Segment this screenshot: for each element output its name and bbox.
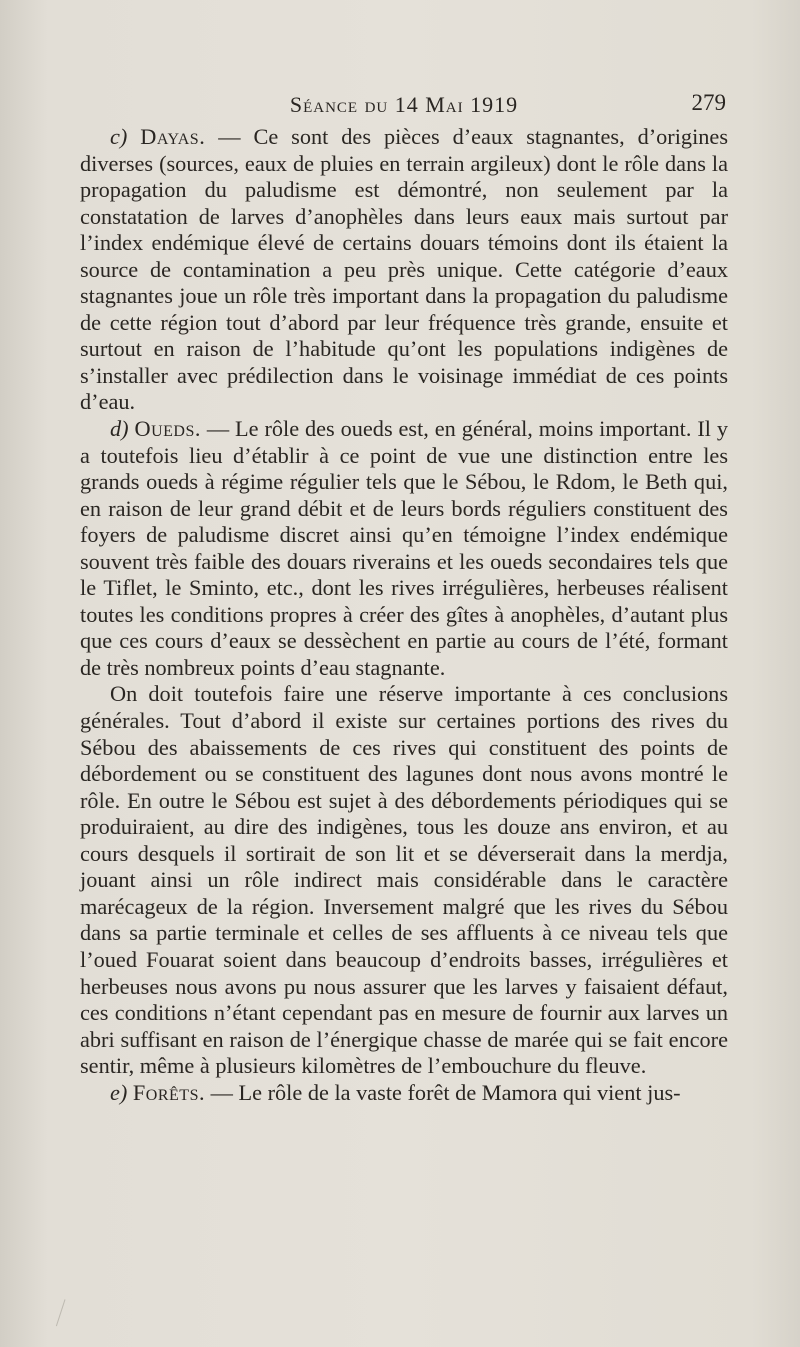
paragraph-oueds (80, 416, 728, 681)
paragraph-text: — Ce sont des pièces d’eaux stagnantes, d’origines diverses (sources, eaux de pluies en terrain argileux) dont le rôle dans la propagation du paludisme est démontré, non seulement par la constatation de larves d’anophèles dans leurs eaux mais surtout par l’index endémique élevé de certains douars témoins dont ils étaient la source de contamination a peu près unique. Cette catégorie d’eaux stagnantes joue un rôle très important dans la propagation du paludisme de cette région tout d’abord par leur fréquence très grande, ensuite et surtout en raison de l’habitude qu’ont les populations indigènes de s’installer avec prédilection dans le voisinage immédiat de ces points d’eau. (80, 124, 728, 415)
paragraph-text: — Le rôle des oueds est, en général, moins important. Il y a toutefois lieu d’établir à ce point de vue une distinction entre les grands oueds à régime régulier tels que le Sébou, le Rdom, le Beth qui, en raison de leur grand débit et de leurs bords réguliers constituent des foyers de paludisme discret ainsi qu’en témoigne l’index endémique souvent très faible des douars riverains et les oueds secondaires tels que le Tiflet, le Sminto, etc., dont les rives irrégulières, herbeuses réalisent toutes les conditions propres à créer des gîtes à anophèles, d’autant plus que ces cours d’eaux se dessèchent en partie au cours de l’été, formant de très nombreux points d’eau stagnante. (80, 416, 729, 680)
page-header (80, 86, 728, 126)
paper-mark (56, 1299, 73, 1328)
paragraph-text: On doit toutefois faire une réserve importante à ces conclusions générales. Tout d’abord il existe sur certaines portions des rives du Sébou des abaissements de ces rives qui constituent des points de débordement ou se constituent des lagunes dont nous avons montré le rôle. En outre le Sébou est sujet à des débordements périodiques qui se produiraient, au dire des indigènes, tous les douze ans environ, et au cours desquels il sortirait de son lit et se déverserait dans la merdja, jouant ainsi un rôle indirect mais considérable dans le caractère marécageux de la région. Inversement malgré que les rives du Sébou dans sa partie terminale et celles de ses affluents à ce niveau tels que l’oued Fouarat soient dans beaucoup d’endroits basses, irrégulières et herbeuses nous avons pu nous assurer que les larves y faisaient défaut, ces conditions n’étant cependant pas en mesure de fournir aux larves un abri suffisant en raison de l’énergique chasse de marée qui se fait encore sentir, même à plusieurs kilomètres de l’embouchure du fleuve. (80, 681, 728, 1079)
paragraph-forets (80, 1080, 728, 1107)
paragraph-dayas (80, 124, 728, 416)
paragraph-text: — Le rôle de la vaste forêt de Mamora qui vient jus- (205, 1079, 681, 1105)
section-label: d) (110, 416, 129, 442)
section-heading: Dayas. (140, 124, 206, 149)
section-label: c) (110, 124, 128, 149)
section-label: e) (110, 1079, 128, 1105)
section-heading: Oueds. (134, 416, 201, 442)
running-head: Séance du 14 Mai 1919 (289, 92, 519, 117)
page-number: 279 (691, 90, 726, 115)
section-heading: Forêts. (132, 1079, 206, 1105)
body-text (80, 124, 728, 1106)
paragraph-reserve (80, 681, 728, 1079)
